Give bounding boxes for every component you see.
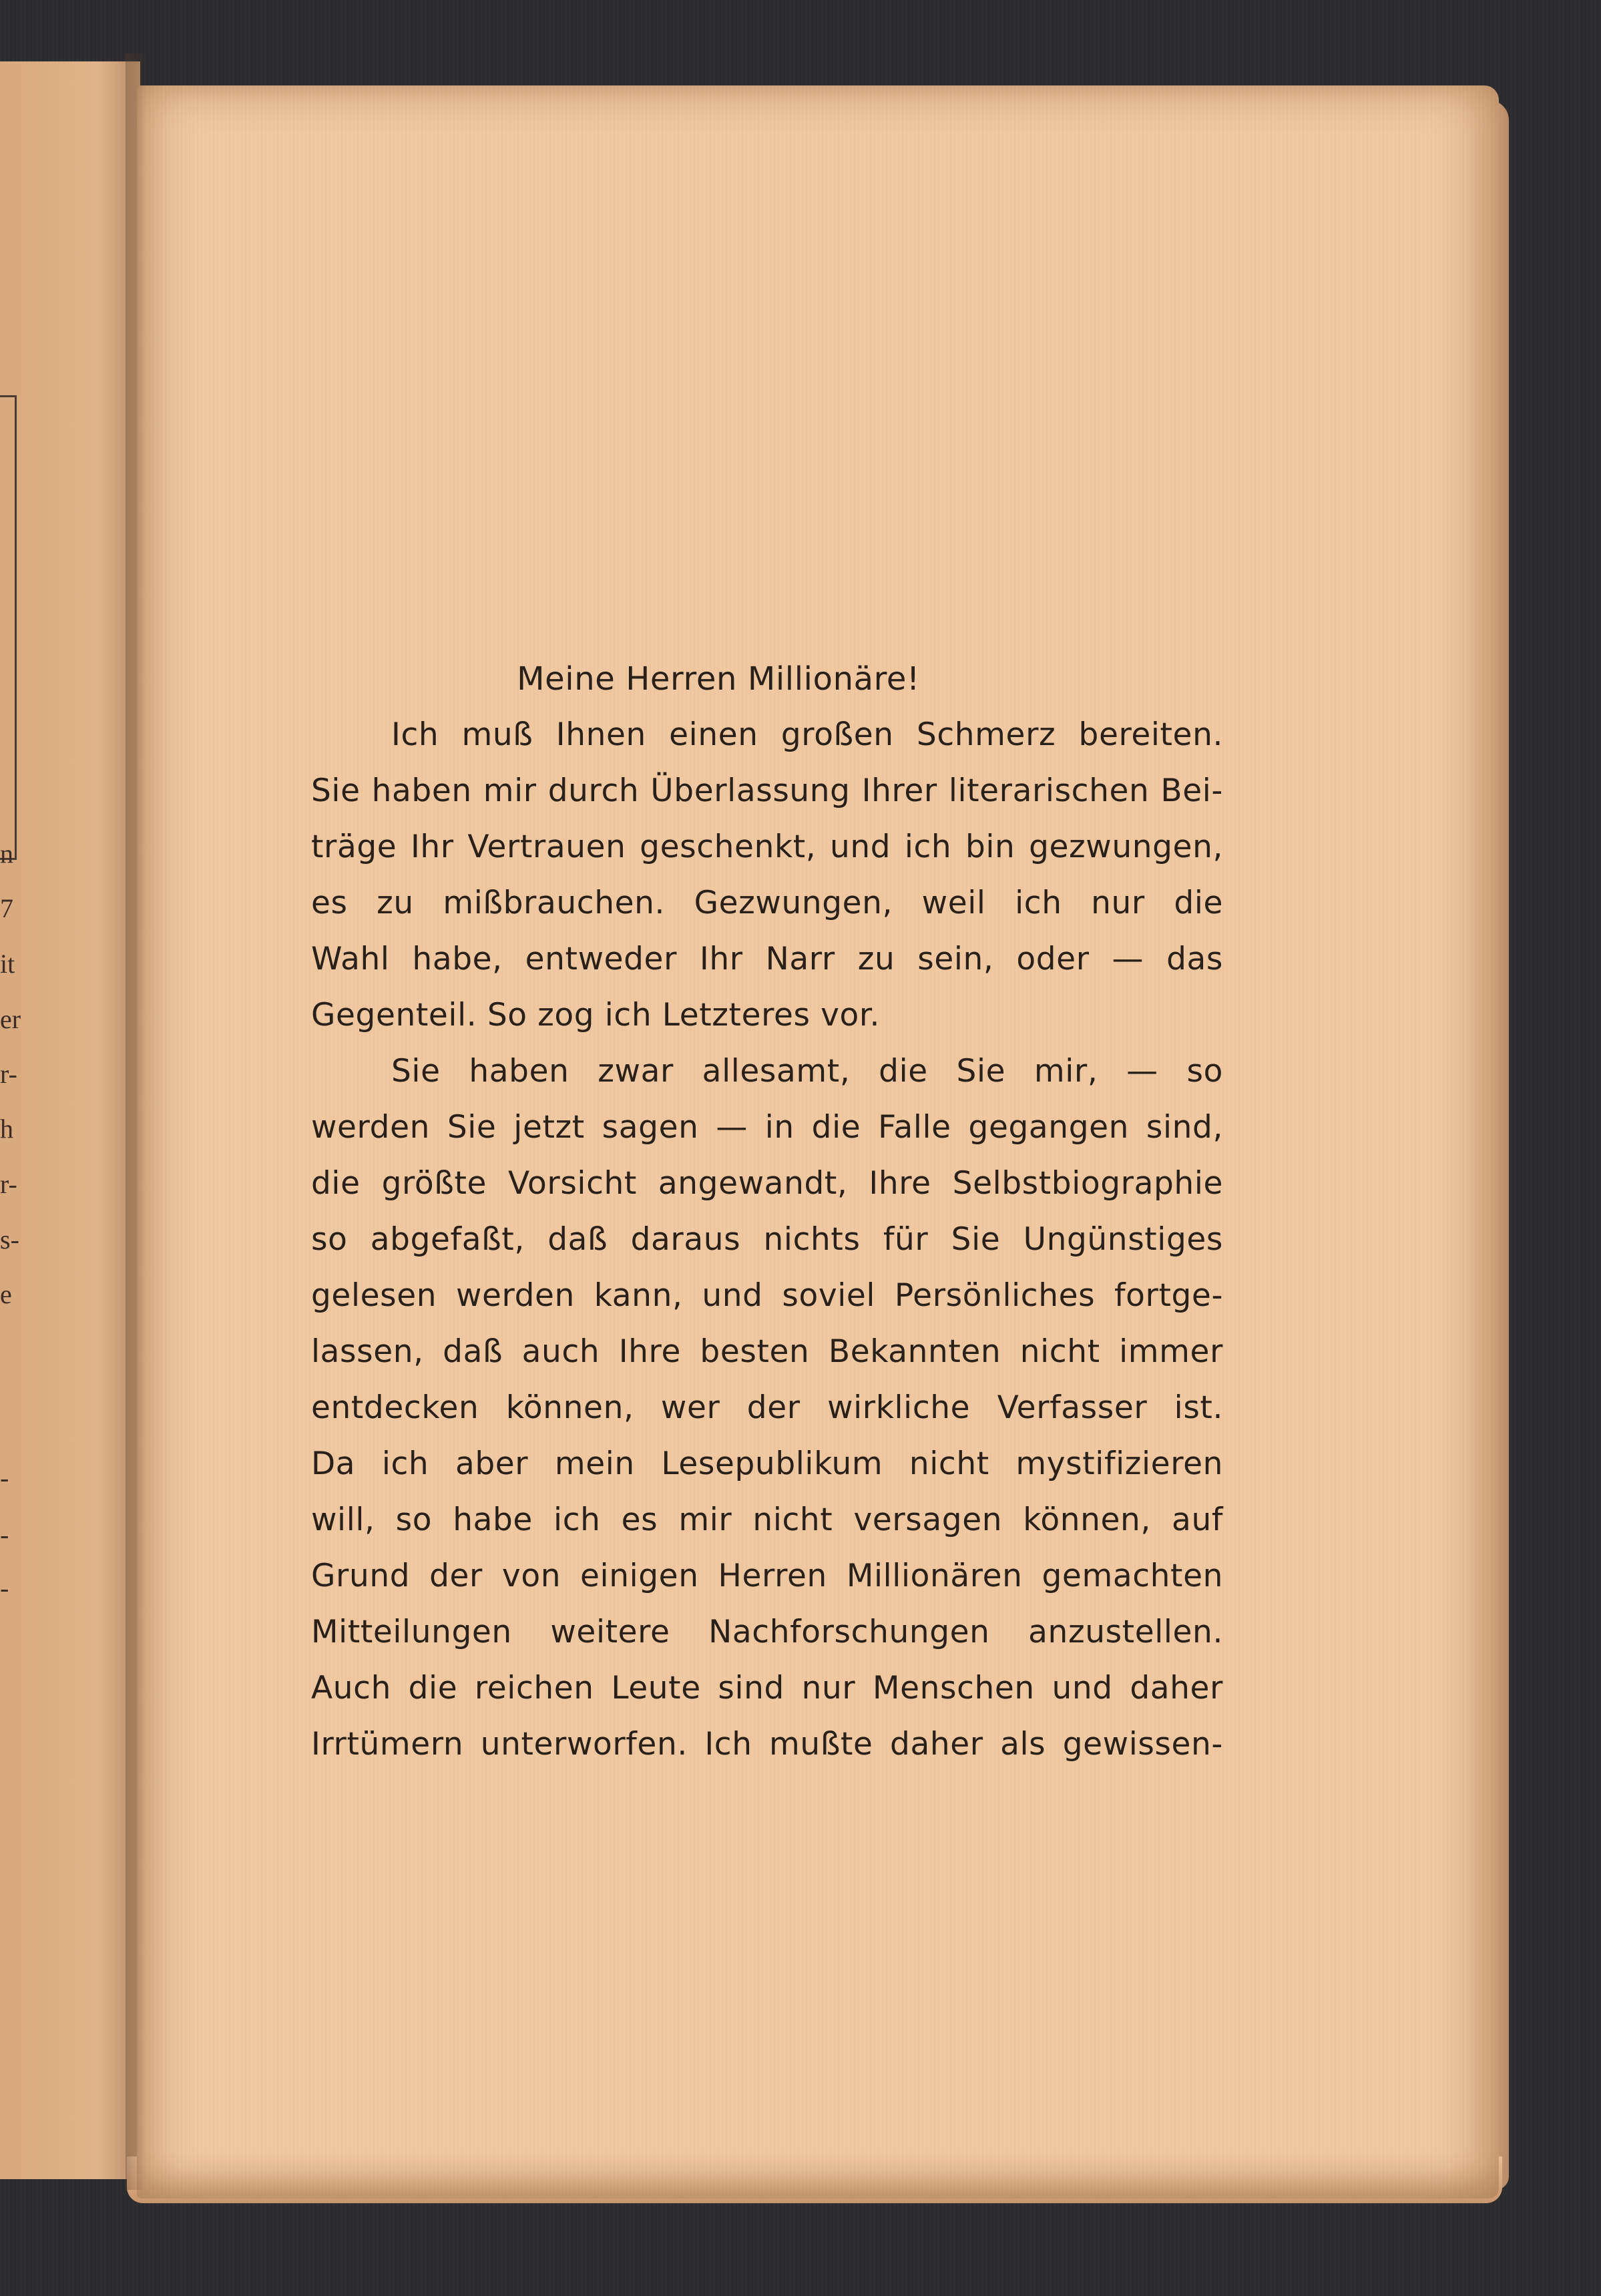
left-fragment: - bbox=[0, 1463, 9, 1493]
text-line: träge Ihr Vertrauen geschenkt, und ich bin gezwungen, bbox=[311, 829, 1223, 865]
text-line: Auch die reichen Leute sind nur Menschen und daher bbox=[311, 1670, 1223, 1706]
left-fragment: - bbox=[0, 1520, 9, 1550]
text-line: Sie haben mir durch Überlassung Ihrer literarischen Bei- bbox=[311, 772, 1223, 809]
left-fragment: - bbox=[0, 1573, 9, 1603]
text-line: gelesen werden kann, und soviel Persönliches fortge- bbox=[311, 1277, 1223, 1314]
left-fragment: it bbox=[0, 949, 15, 979]
text-line: Grund der von einigen Herren Millionären gemachten bbox=[311, 1558, 1223, 1594]
left-fragment: r- bbox=[0, 1169, 17, 1199]
text-line: Mitteilungen weitere Nachforschungen anzustellen. bbox=[311, 1614, 1223, 1650]
left-fragment: n bbox=[0, 839, 13, 869]
text-line: Irrtümern unterworfen. Ich mußte daher als gewissen- bbox=[311, 1726, 1223, 1763]
paragraph-1 bbox=[311, 707, 1223, 1044]
left-page-frame-line bbox=[0, 395, 17, 860]
text-line: Gegenteil. So zog ich Letzteres vor. bbox=[311, 997, 881, 1034]
text-line: werden Sie jetzt sagen — in die Falle gegangen sind, bbox=[311, 1109, 1223, 1146]
left-page-edge bbox=[0, 61, 140, 2179]
text-line: Ich muß Ihnen einen großen Schmerz bereiten. bbox=[391, 716, 1223, 753]
text-line: entdecken können, wer der wirkliche Verfasser ist. bbox=[311, 1389, 1223, 1426]
salutation-block bbox=[311, 651, 1126, 708]
left-fragment: h bbox=[0, 1114, 13, 1144]
paragraph-2 bbox=[311, 1044, 1223, 1773]
text-line: die größte Vorsicht angewandt, Ihre Selbstbiographie bbox=[311, 1165, 1223, 1202]
salutation: Meine Herren Millionäre! bbox=[517, 660, 920, 698]
text-line: will, so habe ich es mir nicht versagen können, auf bbox=[311, 1502, 1223, 1538]
left-fragment: s- bbox=[0, 1224, 19, 1254]
text-line: Sie haben zwar allesamt, die Sie mir, — so bbox=[391, 1053, 1223, 1090]
text-line: so abgefaßt, daß daraus nichts für Sie Ungünstiges bbox=[311, 1221, 1223, 1258]
text-line: Da ich aber mein Lesepublikum nicht mystifizieren bbox=[311, 1445, 1223, 1482]
text-line: es zu mißbrauchen. Gezwungen, weil ich nur die bbox=[311, 885, 1223, 921]
text-line: Wahl habe, entweder Ihr Narr zu sein, oder — das bbox=[311, 941, 1223, 977]
left-fragment: 7 bbox=[0, 893, 13, 923]
left-fragment: e bbox=[0, 1279, 12, 1309]
book-gutter bbox=[126, 53, 146, 2190]
left-fragment: er bbox=[0, 1004, 21, 1034]
text-line: lassen, daß auch Ihre besten Bekannten nicht immer bbox=[311, 1333, 1223, 1370]
left-fragment: r- bbox=[0, 1059, 17, 1089]
